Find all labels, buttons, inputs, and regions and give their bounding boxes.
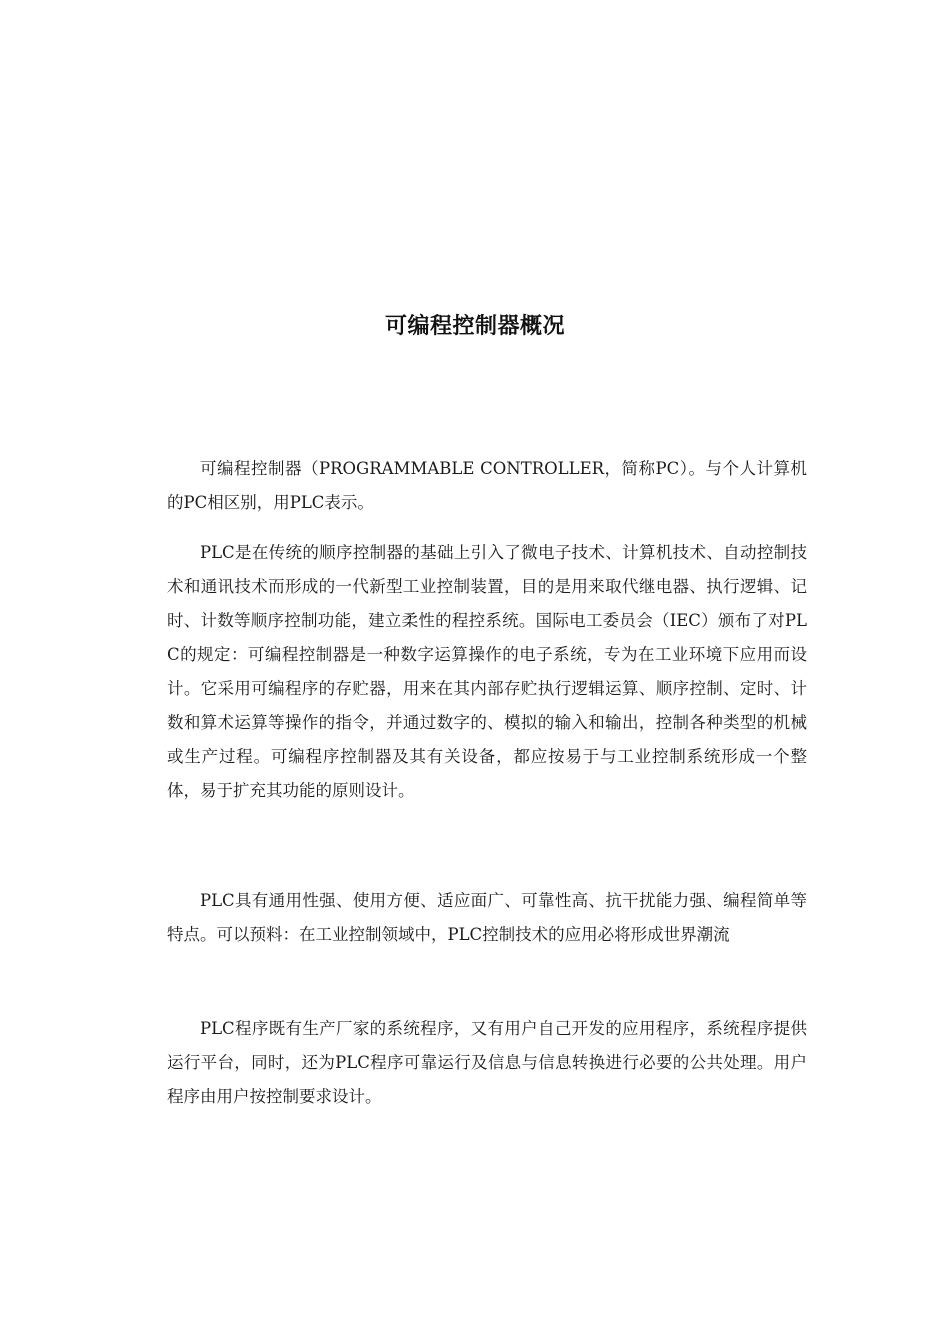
- paragraph-definition: PLC是在传统的顺序控制器的基础上引入了微电子技术、计算机技术、自动控制技术和通讯技术而形成的一代新型工业控制装置，目的是用来取代继电器、执行逻辑、记时、计数等顺序控制功能，建立柔性的程控系统。国际电工委员会（IEC）颁布了对PLC的规定：可编程控制器是一种数字运算操作的电子系统，专为在工业环境下应用而设计。它采用可编程序的存贮器，用来在其内部存贮执行逻辑运算、顺序控制、定时、计数和算术运算等操作的指令，并通过数字的、模拟的输入和输出，控制各种类型的机械或生产过程。可编程序控制器及其有关设备，都应按易于与工业控制系统形成一个整体，易于扩充其功能的原则设计。: [167, 543, 807, 800]
- paragraph-programs: PLC程序既有生产厂家的系统程序，又有用户自己开发的应用程序，系统程序提供运行平台，同时，还为PLC程序可靠运行及信息与信息转换进行必要的公共处理。用户程序由用户按控制要求设计。: [167, 1019, 807, 1106]
- document-title: 可编程控制器概况: [384, 314, 565, 339]
- paragraph-features: PLC具有通用性强、使用方便、适应面广、可靠性高、抗干扰能力强、编程简单等特点。可以预料：在工业控制领域中，PLC控制技术的应用必将形成世界潮流: [167, 891, 807, 944]
- paragraph-intro: 可编程控制器（PROGRAMMABLE CONTROLLER，简称PC）。与个人计算机的PC相区别，用PLC表示。: [167, 459, 807, 512]
